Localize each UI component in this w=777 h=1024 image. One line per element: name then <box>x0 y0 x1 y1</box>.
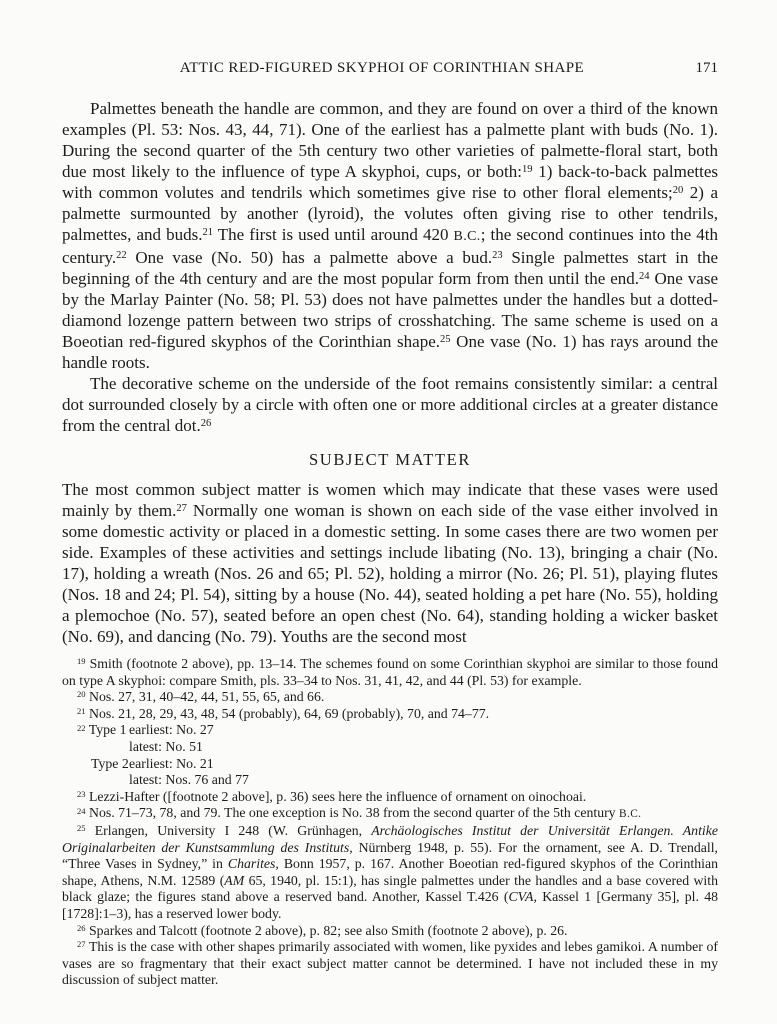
text-run: Normally one woman is shown on each side of the vase either involved in some domestic activity or placed in a domestic setting. In some cases there are two women per side. Examples of these activities and settings include libating (No. 13), bringing a chair (No. 17), holding a wreath (Nos. 26 and 65; Pl. 52), holding a mirror (No. 26; Pl. 51), playing flutes (Nos. 18 and 24; Pl. 54), sitting by a house (No. 44), seated holding a pet hare (No. 55), holding a plemochoe (No. 57), seated before an open chest (No. 64), standing holding a wicker basket (No. 69), and dancing (No. 79). Youths are the second most <box>62 501 718 646</box>
footnote-number: 27 <box>77 939 86 950</box>
footnote-table-row <box>62 756 718 773</box>
running-title: ATTIC RED-FIGURED SKYPHOI OF CORINTHIAN SHAPE <box>179 60 585 76</box>
body-text <box>62 98 718 647</box>
text-run: , Nürnberg 1948, p. 55). For the ornament, see A. D. Trendall, “Three Vases in Sydney,” in <box>62 839 718 872</box>
footnote-number: 19 <box>77 656 86 667</box>
footnote-table-value: latest: Nos. 76 and 77 <box>129 772 249 788</box>
footnote-table-value: earliest: No. 27 <box>129 722 214 738</box>
text-run: 1) back-to-back palmettes with common volutes and tendrils which sometimes give rise to other floral elements; <box>62 162 718 202</box>
footnote-number: 22 <box>77 722 86 733</box>
footnote-ref: 19 <box>521 164 533 176</box>
footnote <box>62 923 718 940</box>
footnote-table-row <box>62 772 718 789</box>
text-run: Single palmettes start in the beginning of the 4th century and are the most popular form from then until the end. <box>62 248 718 288</box>
footnote-ref: 25 <box>440 334 451 346</box>
footnote-table-label <box>77 722 129 739</box>
text-run: , Bonn 1957, p. 167. Another Boeotian red-figured skyphos of the Corinthian shape, Athens, N.M. 12589 ( <box>62 856 718 888</box>
footnote-ref: 26 <box>200 418 212 430</box>
text-run: 65, 1940, pl. 15:1), has single palmettes under the handles and a base covered with black glaze; the figures stand above a reserved band. Another, Kassel T.426 ( <box>62 872 718 905</box>
small-caps-text: B.C. <box>453 229 481 244</box>
footnote-ref: 23 <box>492 250 503 262</box>
italic-text: AM <box>224 872 245 888</box>
text-run: Erlangen, University I 248 (W. Grünhagen, <box>94 822 372 838</box>
footnote-number: 21 <box>77 705 86 716</box>
footnote-ref: 21 <box>202 227 213 239</box>
footnote-number: 20 <box>77 689 86 700</box>
text-run: , Kassel 1 [Germany 35], pl. 48 [1728]:1–3), has a reserved lower body. <box>62 889 719 921</box>
footnote <box>62 939 718 989</box>
footnote <box>62 689 718 706</box>
text-run: ; the second continues into the 4th century. <box>62 225 718 267</box>
italic-text: Charites <box>227 856 276 872</box>
text-run: The most common subject matter is women which may indicate that these vases were used mainly by them. <box>62 480 718 520</box>
text-run: One vase (No. 50) has a palmette above a bud. <box>126 248 493 267</box>
small-caps-text: B.C. <box>619 808 642 821</box>
text-run: This is the case with other shapes primarily associated with women, like pyxides and lebes gamikoi. A number of vases are so fragmentary that their exact subject matter cannot be determined. I have not included these in my discussion of subject matter. <box>62 939 719 988</box>
footnote-ref: 20 <box>672 185 684 197</box>
footnote <box>62 805 718 823</box>
footnote-table-label-text: Type 2 <box>91 755 129 771</box>
paragraph <box>62 98 718 373</box>
footnote-number: 23 <box>77 788 86 799</box>
text-run: The decorative scheme on the underside of the foot remains consistently similar: a central dot surrounded closely by a circle with often one or more additional circles at a greater distance from the central dot. <box>62 374 718 435</box>
footnote-table-value: earliest: No. 21 <box>129 755 214 771</box>
footnote-table-row <box>62 739 718 756</box>
text-run: The first is used until around 420 <box>213 225 454 244</box>
footnote <box>62 706 718 723</box>
text-run: Nos. 27, 31, 40–42, 44, 51, 55, 65, and 66. <box>89 689 325 705</box>
footnote-ref: 22 <box>116 250 127 262</box>
text-run: Nos. 21, 28, 29, 43, 48, 54 (probably), 64, 69 (probably), 70, and 74–77. <box>89 705 490 721</box>
text-run: Lezzi-Hafter ([footnote 2 above], p. 36) sees here the influence of ornament on oinochoai. <box>89 788 587 804</box>
footnote <box>62 823 718 923</box>
footnote-table-label <box>77 756 129 773</box>
italic-text: Archäologisches Institut der Universität Erlangen. Antike Originalarbeiten der Kunstsammlung des Instituts <box>62 822 718 855</box>
footnote-number: 24 <box>77 805 86 816</box>
text-run: One vase (No. 1) has rays around the handle roots. <box>62 332 718 372</box>
footnote-table-value: latest: No. 51 <box>129 738 203 754</box>
footnote-table-row <box>62 722 718 739</box>
footnote-number: 25 <box>77 823 86 834</box>
paragraph <box>62 479 718 647</box>
footnote <box>62 789 718 806</box>
footnote-number: 26 <box>77 922 86 933</box>
footnote-table-label-text: Type 1 <box>88 722 127 738</box>
section-heading: SUBJECT MATTER <box>309 450 471 469</box>
footnotes <box>62 656 718 989</box>
footnote <box>62 656 718 689</box>
text-run: Nos. 71–73, 78, and 79. The one exception is No. 38 from the second quarter of the 5th century <box>89 805 620 821</box>
text-run: Palmettes beneath the handle are common, and they are found on over a third of the known examples (Pl. 53: Nos. 43, 44, 71). One of the earliest has a palmette plant with buds (No. 1). During the second quarter of the 5th century two other varieties of palmette-floral start, both due most likely to the influence of type A skyphoi, cups, or both: <box>62 99 718 181</box>
paragraph <box>62 373 718 436</box>
footnote <box>62 722 718 788</box>
text-run: Sparkes and Talcott (footnote 2 above), p. 82; see also Smith (footnote 2 above), p. 26. <box>89 922 568 938</box>
footnote-ref: 24 <box>639 271 650 283</box>
text-run: 2) a palmette surmounted by another (lyroid), the volutes often giving rise to other tendrils, palmettes, and buds. <box>62 183 719 244</box>
page-header <box>62 60 718 77</box>
text-run: One vase by the Marlay Painter (No. 58; Pl. 53) does not have palmettes under the handles but a dotted-diamond lozenge pattern between two strips of crosshatching. The same scheme is used on a Boeotian red-figured skyphos of the Corinthian shape. <box>62 269 718 351</box>
italic-text: CVA <box>508 889 534 905</box>
text-run: Smith (footnote 2 above), pp. 13–14. The schemes found on some Corinthian skyphoi are similar to those found on type A skyphoi: compare Smith, pls. 33–34 to Nos. 31, 41, 42, and 44 (Pl. 53) for example. <box>62 656 719 688</box>
page-number: 171 <box>695 60 718 76</box>
footnote-ref: 27 <box>176 503 187 515</box>
